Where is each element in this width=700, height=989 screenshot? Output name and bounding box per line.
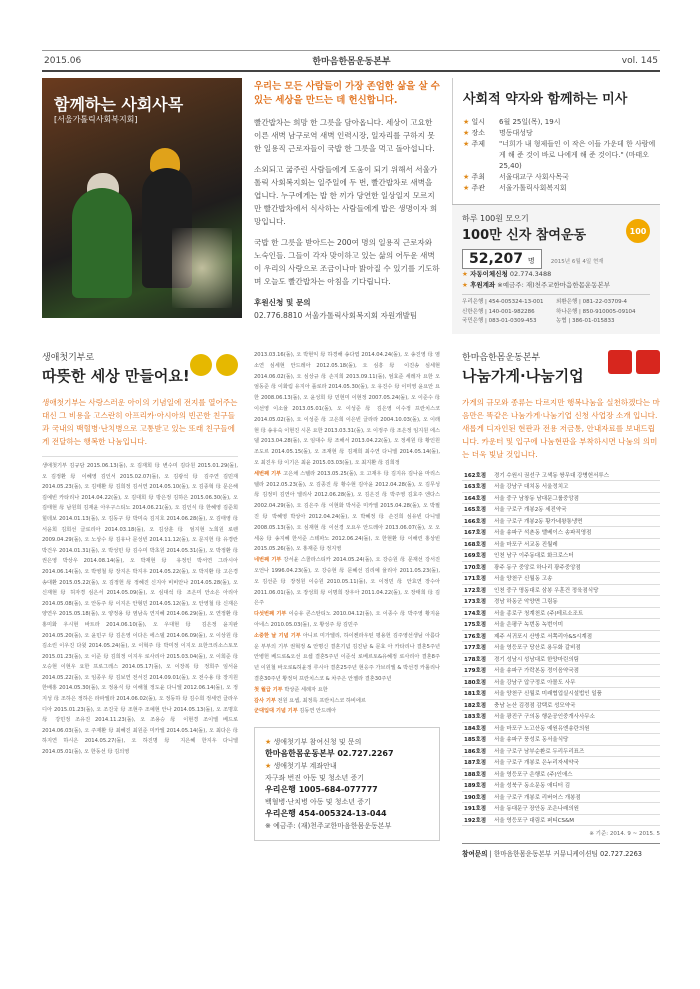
campaign-small-title: 하루 100원 모으기 bbox=[462, 214, 529, 223]
store-number: 163호점 bbox=[462, 481, 492, 493]
feature-paragraph-3: 국밥 한 그릇을 받아드는 200여 명의 일용직 근로자와 노숙인들. 그들이 각자 맞이하고 있는 삶의 어두운 새벽이 우리의 사랑으로 조금이나마 밝아질 수 있기를 기도하며 오늘도 빨간밥차는 아침을 기다립니다. bbox=[254, 238, 440, 286]
store-row bbox=[462, 768, 660, 780]
store-name: 서울 영등포구 대림로 퍼티CS&M bbox=[492, 814, 660, 826]
volume-number: vol. 145 bbox=[621, 55, 658, 66]
store-name: 서울 강남구 대치동 서울정치고 bbox=[492, 481, 660, 493]
donor-block: 첫 월급 기부 박상준 세례자 요한 bbox=[254, 686, 328, 693]
store-row bbox=[462, 688, 660, 700]
store-row bbox=[462, 573, 660, 585]
sharing-company-logo-icon bbox=[636, 350, 660, 374]
store-name: 서울 영등포구 은행로 (주)인애스 bbox=[492, 768, 660, 780]
store-number: 176호점 bbox=[462, 630, 492, 642]
steam-shape bbox=[172, 228, 232, 308]
store-row bbox=[462, 538, 660, 550]
store-row bbox=[462, 676, 660, 688]
mass-info bbox=[452, 78, 660, 204]
campaign-badge-icon: 100 bbox=[626, 219, 650, 243]
account-item: 우리은행 | 454-005324-13-001 bbox=[462, 299, 544, 305]
header-org: 한마음한몸운동본부 bbox=[312, 57, 391, 67]
donation-contact-box: ★ 생애첫기부 참여신청 및 문의 한마음한몸운동본부 02.727.2267 ★ 생애첫기부 계좌안내 자구좌 번진 아동 및 청소년 증기 우리은행 1005-684-077777 백혈병·난치병 아동 및 청소년 증기 우리은행 454-005324-13-044 ※ 예금주: (재)천주교한마음한몸운동본부 bbox=[254, 727, 440, 841]
store-number: 188호점 bbox=[462, 768, 492, 780]
count-date: 2015년 6월 4일 현재 bbox=[550, 259, 604, 265]
store-number: 177호점 bbox=[462, 642, 492, 654]
store-name: 서울 구로구 남부순환로 두리두리표즈 bbox=[492, 745, 660, 757]
store-number: 175호점 bbox=[462, 619, 492, 631]
store-number: 172호점 bbox=[462, 584, 492, 596]
store-name: 서울 영등포구 당산로 용두화 갈비점 bbox=[492, 642, 660, 654]
store-row bbox=[462, 550, 660, 562]
feature-lead: 우리는 모든 사람들이 가장 존엄한 삶을 살 수 있는 세상을 만드는 데 헌신합니다. bbox=[254, 81, 440, 106]
donor-block: 세번째 기부 고은채 스텔라 2013.05.25(돌), 오 고재우 母 김지유 김나윤 마리스텔라 2012.05.23(돌), 오 김종진 母 황수현 김아윤 2012.04.28(돌), 오 김무성 母 김정미 김연아 엘리사 2012.06.28(돌), 오 김은진 母 박주영 김효주 엔다스 2002.04.29(돌), 오 김은주 母 이현화 박서준 미카엘 2015.04.28(돌), 오 박필진 母 박혜영 박상아 2012.04.24(돌), 오 박혜정 母 손진희 심유빈 다니엘 2008.05.13(돌), 오 심재현 母 이선경 오요우 안드레아 2013.06.07(돌), 오 오세웅 母 송지혜 한서준 스테파노 2012.06.24(돌), 오 한현환 母 이해린 홍상빈 2015.05.26(돌), 오 홍재준 母 정지영 bbox=[254, 470, 440, 553]
donation-section bbox=[42, 350, 238, 758]
store-number: 179호점 bbox=[462, 665, 492, 677]
campaign-title: 100만 신자 참여운동 bbox=[462, 228, 587, 243]
feature-contact-title: 후원신청 및 문의 bbox=[254, 298, 311, 307]
donor-list-text: 2013.03.16(돌), 오 박현익 母 하경해 송다엽 2014.04.24(돌), 오 송진영 母 염소연 심세현 안드레아 2012.05.18(돌), 오 심흥 母 이진송 심세현 2014.06.02(돌), 오 심상규 母 손지희 2013.09.11(돌), 엄효준 세레자 요한 오 엄동준 母 이화림 유지아 플로라 2014.05.30(돌), 오 유진수 母 이미영 윤요안 요한 2008.06.13(돌), 오 윤성희 母 민현미 이현정 2007.05.24(돌), 오 이준수 母 이선영 이소율 2013.05.01(돌), 오 이성준 母 김은영 이수정 프란치스코 2014.05.02(돌), 오 이성준 母 고은희 이은빈 글라라 2004.10.03(돌), 오 이래현 母 송유숙 이현진 시몬 요한 2013.03.31(돌), 오 이정주 母 조은정 임지원 에스델 2013.04.28(돌), 오 임대수 母 조해서 2013.04.22(돌), 오 정세원 母 황인원 조도르 2014.05.15(돌), 오 조재현 母 김재희 최수연 다니엘 2014.05.14(돌), 오 최진우 母 이기은 최윤 2015.03.03(돌), 오 최지환 母 김희정 bbox=[254, 352, 440, 466]
store-number: 185호점 bbox=[462, 734, 492, 746]
store-number: 168호점 bbox=[462, 538, 492, 550]
store-number: 183호점 bbox=[462, 711, 492, 723]
store-list-note: ※ 기준: 2014. 9 ~ 2015. 5 bbox=[589, 831, 660, 837]
store-number: 169호점 bbox=[462, 550, 492, 562]
account-item: 신한은행 | 140-001-982286 bbox=[462, 308, 535, 315]
donor-block: 감사 기부 전원 요셉, 최정록 프란치스코 하비에르 bbox=[254, 697, 366, 704]
sharing-description: 가게의 규모와 종류는 다르지만 행복나눔을 실천하겠다는 마음만은 똑같은 나눔가게·나눔기업 신청 사업장 소개 입니다. 새롭게 디자인된 현판과 전용 저금통, 안내자료를 보내드립니다. 카운터 및 입구에 나눔현판을 부착하시면 나눔의 의미는 더욱 빛날 것입니다. bbox=[462, 398, 660, 459]
store-row bbox=[462, 734, 660, 746]
store-name: 서울 강남구 압구정로 아몰도 사무 bbox=[492, 676, 660, 688]
store-name: 서울 송파구 가락본동 정이음약국점 bbox=[492, 665, 660, 677]
participant-count: 52,207 명 bbox=[462, 249, 542, 269]
feature-article bbox=[254, 80, 440, 322]
store-name: 인천 중구 명동대로 삼봉 우훈건 정육점식당 bbox=[492, 584, 660, 596]
sharing-store-logo-icon bbox=[608, 350, 632, 374]
mass-row: ★ 일시 6월 25일(목), 19시 bbox=[463, 117, 660, 128]
mass-row: ★ 주관 서울가톨릭사회복지회 bbox=[463, 183, 660, 194]
account-item: 하나은행 | 850-910005-09104 bbox=[556, 308, 636, 315]
store-row bbox=[462, 607, 660, 619]
mass-row: ★ 주최 서울대교구 사회사목국 bbox=[463, 172, 660, 183]
page-header bbox=[42, 50, 660, 72]
volunteer-shape bbox=[72, 188, 132, 298]
sharing-contact: 참여문의 | 한마음한몸운동본부 커뮤니케이션팀 02.727.2263 bbox=[462, 843, 660, 858]
store-row bbox=[462, 757, 660, 769]
store-row bbox=[462, 642, 660, 654]
store-number: 189호점 bbox=[462, 780, 492, 792]
mass-row: ★ 장소 명동대성당 bbox=[463, 128, 660, 139]
sharing-section bbox=[462, 350, 660, 858]
feature-title: 함께하는 사회사목 bbox=[54, 95, 184, 114]
store-name: 서울 구로구 개봉2동 세진약국 bbox=[492, 504, 660, 516]
store-number: 191호점 bbox=[462, 803, 492, 815]
store-number: 181호점 bbox=[462, 688, 492, 700]
auto-transfer-line: ★ 자동이체신청 02.774.3488 bbox=[462, 269, 650, 280]
donor-list: 생애첫기부 김규담 2015.06.13(돌), 오 김재희 母 변수미 김다원 2015.01.29(돌), 오 김정환 母 이혜영 김인서 2015.02.07(돌), 오 김광석 母 김주연 김민재 2014.05.23(돌), 오 김태환 母 김희정 김서연 2014.05.10(돌), 오 김종혁 母 문은해 김예빈 카타리나 2014.04.22(돌), 오 김대희 母 방은정 김하은 2015.06.30(돌), 오 김태현 母 남원희 김재윤 아우구스티노 2014.06.21(돌), 오 김인식 母 한혜영 김준희 힐데보 2014.01.13(돌), 오 김동구 母 박미숙 김지호 2014.06.28(돌), 오 김태영 母 서윤희 김희선 글로리아 2014.03.18(돌), 오 김상훈 母 엄지현 노희원 로렌 2009.04.29(돌), 오 노상수 母 김유나 문성빈 2014.11.12(돌), 오 문지헌 母 유경란 박건우 2014.01.31(돌), 오 박성민 母 김수미 박초원 2014.05.31(돌), 오 박정환 母 권은영 박상우 2014.08.14(돌), 오 박재현 母 유정인 박서연 그라시아 2014.06.14(돌), 오 박영철 母 장지은 박지우 2014.05.22(돌), 오 박지환 母 고은경 송대환 2015.05.22(돌), 오 김정헌 母 정혜진 신지아 비비안나 2014.05.28(돌), 오 신재현 母 허자경 심은서 2014.05.09(돌), 오 심대석 母 조은미 안소은 아리아 2014.05.08(돌), 오 안동주 母 이지은 안형민 2014.05.12(돌), 오 안영철 母 신재은 양연우 2015.05.18(돌), 오 양정용 母 염남옥 연지혜 2014.06.29(돌), 오 연정환 母 홍미화 우시현 바트라 2014.06.10(돌), 오 우대현 母 김은정 윤지완 2014.05.20(돌), 오 윤민구 母 김은영 이다은 에스델 2014.06.09(돌), 오 이상원 母 김소린 이우진 다윗 2014.05.24(돌), 오 이혁주 母 박미정 이지오 요한크리소스토모 2015.01.23(돌), 오 이준 母 김희정 이지우 로사리아 2015.03.04(돌), 오 이희준 母 오승현 이현우 요한 프로그레스 2014.05.17(돌), 오 이장복 母 정희주 임서윤 2014.05.22(돌), 오 임종우 母 김보연 전서진 2014.09.01(돌), 오 전수용 母 장지원 한배홍 2014.05.30(돌), 오 정용식 母 이해철 정도윤 다니엘 2012.06.14(돌), 오 정지성 母 조하은 정하은 라파엘라 2014.06.02(돌), 오 정동하 母 김수희 정세연 클라우디아 2015.01.23(돌), 오 조진국 母 조현주 조예현 안나 2014.05.13(돌), 오 조명호 母 강민정 조유진 2014.11.23(돌), 오 조용승 母 이현경 조이엘 베드로 2014.06.03(돌), 오 주재환 母 최혜진 최원준 미카엘 2014.05.14(돌), 오 최다은 母 하지연 하시은 2014.05.27(돌), 오 하진명 母 지은혜 한지우 다니엘 2014.05.01(돌), 오 한동선 母 김의영 bbox=[42, 456, 238, 758]
store-number: 167호점 bbox=[462, 527, 492, 539]
mass-title: 사회적 약자와 함께하는 미사 bbox=[463, 92, 628, 107]
donation-title: 따뜻한 세상 만들어요! bbox=[42, 367, 190, 385]
store-row bbox=[462, 814, 660, 826]
account-item: 외환은행 | 081-22-03709-4 bbox=[556, 299, 628, 305]
store-number: 173호점 bbox=[462, 596, 492, 608]
donor-block: 네번째 기부 강서윤 스콜라스티카 2014.05.24(돌), 오 강승원 母 문재선 강서진 오언나 1996.04.23(돌), 오 강승현 母 문혜선 김리예 율리아 2011.05.23(돌), 오 김선준 母 장정원 이승원 2010.05.11(돌), 오 이정민 母 안효연 장수아 2011.06.01(돌), 오 장성희 母 이명희 장우아 2011.04.22(돌), 오 장태희 母 김은주 bbox=[254, 557, 440, 607]
campaign-box bbox=[452, 204, 660, 334]
feature-contact-line: 02.776.8810 서울가톨릭사회복지회 자원개발팀 bbox=[254, 311, 418, 320]
donation-logos bbox=[190, 354, 238, 376]
store-row bbox=[462, 780, 660, 792]
store-number: 180호점 bbox=[462, 676, 492, 688]
store-name: 광주 동구 중앙로 하나리 광주중앙점 bbox=[492, 561, 660, 573]
store-name: 서울 종로구 청계천로 (주)테르소조트 bbox=[492, 607, 660, 619]
store-number: 166호점 bbox=[462, 515, 492, 527]
account-item: 국민은행 | 083-01-0309-453 bbox=[462, 318, 537, 324]
store-name: 서울 마포구 서교동 진월레 bbox=[492, 538, 660, 550]
store-row bbox=[462, 596, 660, 608]
store-row bbox=[462, 791, 660, 803]
store-row bbox=[462, 584, 660, 596]
mass-row: ★ 주제 "너희가 내 형제들인 이 작은 이들 가운데 한 사람에게 해 준 것이 바로 나에게 해 준 것이다." (마태오 25,40) bbox=[463, 139, 660, 172]
store-number: 186호점 bbox=[462, 745, 492, 757]
store-name: 인천 남구 이주동대로 화크로스터 bbox=[492, 550, 660, 562]
donation-logo-icon bbox=[216, 354, 238, 376]
sharing-logos bbox=[608, 350, 660, 374]
store-number: 164호점 bbox=[462, 492, 492, 504]
store-row bbox=[462, 504, 660, 516]
store-name: 제주 서귀포시 산방로 서쪽리아&S시계점 bbox=[492, 630, 660, 642]
donation-logo-icon bbox=[190, 354, 212, 376]
store-row bbox=[462, 515, 660, 527]
store-name: 경기 수원시 권선구 고색동 쌍무대 강병헌서루스 bbox=[492, 469, 660, 481]
store-row bbox=[462, 619, 660, 631]
store-row bbox=[462, 481, 660, 493]
store-row bbox=[462, 745, 660, 757]
store-number: 162호점 bbox=[462, 469, 492, 481]
donor-block: 다섯번째 기부 이승유 콘스탄티노 2010.04.12(돌), 오 이종수 母 박주영 황지윤 아네스 2010.05.03(돌), 오 황성주 母 김민주 bbox=[254, 611, 441, 628]
store-name: 서울 중구 남창동 남대문그룹중앙점 bbox=[492, 492, 660, 504]
store-name: 경기 성남시 성남대로 한양마린의팀 bbox=[492, 653, 660, 665]
store-number: 174호점 bbox=[462, 607, 492, 619]
store-name: 경남 하동군 악양면 그림동 bbox=[492, 596, 660, 608]
store-number: 165호점 bbox=[462, 504, 492, 516]
store-row bbox=[462, 527, 660, 539]
store-number: 192호점 bbox=[462, 814, 492, 826]
donation-description: 생애첫기부는 사랑스러운 아이의 기념일에 전지를 열어주는 대신 그 비용을 고스란히 아프리카·아시아의 빈곤한 친구들과 국내의 백혈병·난치병으로 고통받고 있는 또래 친구들에게 전달하는 행복한 나눔입니다. bbox=[42, 398, 238, 446]
donation-kicker: 생애첫기부로 bbox=[42, 353, 95, 363]
store-name: 서울 구로구 개봉로 리버어스 개봉점 bbox=[492, 791, 660, 803]
sharing-title: 나눔가게·나눔기업 bbox=[462, 367, 584, 385]
store-name: 서울 은평구 녹번동 녹번이미 bbox=[492, 619, 660, 631]
store-number: 170호점 bbox=[462, 561, 492, 573]
feature-paragraph-2: 소외되고 굶주린 사람들에게 도움이 되기 위해서 서울가톨릭 사회복지회는 일주일에 두 번, 빨간밥차로 새벽을 엽니다. 누구에게는 밥 한 끼가 당연한 일상일지 모르지만 빨간밥차에서 식사하는 사람들에게 밥은 생명이자 희망입니다. bbox=[254, 165, 438, 226]
store-name: 서울 양천구 신월동 고송 bbox=[492, 573, 660, 585]
store-name: 서울 송파구 석촌동 밸베이스 송파직영점 bbox=[492, 527, 660, 539]
store-row bbox=[462, 699, 660, 711]
store-name: 서울 광진구 구의동 행운공인중개사사무소 bbox=[492, 711, 660, 723]
donor-block: 군대입대 기념 기부 김동연 안드레아 bbox=[254, 708, 337, 715]
store-name: 서울 양천구 신월로 미래협업실시설법인 일품 bbox=[492, 688, 660, 700]
store-row bbox=[462, 803, 660, 815]
store-name: 서울 구로구 개봉2동 황가네왕통냉면 bbox=[492, 515, 660, 527]
store-row bbox=[462, 711, 660, 723]
account-line: ★ 후원계좌 ※예금주: 재)천주교한마음한몸운동본부 bbox=[462, 280, 650, 291]
donor-list-continued bbox=[254, 350, 440, 841]
donor-block: 소중한 날 기념 기부 아니르 미가엘리, 하이켄라우틴 평용헌 김주영선생님 아름다운 부부의 기부 권혁정 & 안명신 결혼기념 김진남 & 문효 아 카타리나 결혼5주년 안병헌 베드로&오선 요셉 결혼5주년 이준석 로베르토&유혜정 로사리아 결혼8주년 이원철 바오로&허윤정 루시아 결혼25주년 현응주 가브리엘 & 박선경 카롤리나 결혼30주년 황정덕 프란치스코 & 차주은 안젤라 결혼30주년 bbox=[254, 632, 440, 682]
store-name: 서울 송파구 풍성로 동서울식당 bbox=[492, 734, 660, 746]
store-name: 서울 구로구 개봉로 은누리자세약국 bbox=[492, 757, 660, 769]
store-name: 서울 성북구 동소문동 애디터 김 bbox=[492, 780, 660, 792]
store-name: 충남 논산 김경점 감택로 성모약국 bbox=[492, 699, 660, 711]
store-name: 서울 마포구 노고산동 예원유엔송란의원 bbox=[492, 722, 660, 734]
account-item: 농협 | 386-01-015833 bbox=[556, 318, 615, 324]
store-row bbox=[462, 561, 660, 573]
store-row bbox=[462, 630, 660, 642]
store-number: 178호점 bbox=[462, 653, 492, 665]
store-row bbox=[462, 722, 660, 734]
store-number: 184호점 bbox=[462, 722, 492, 734]
store-row bbox=[462, 492, 660, 504]
store-number: 190호점 bbox=[462, 791, 492, 803]
store-number: 187호점 bbox=[462, 757, 492, 769]
sharing-kicker: 한마음한몸운동본부 bbox=[462, 353, 541, 363]
store-row bbox=[462, 469, 660, 481]
feature-paragraph-1: 빨간밥차는 희망 한 그릇을 담아옵니다. 세상이 고요한 이른 새벽 남구로역 새벽 인력시장, 일자리를 구하지 못한 일용직 근로자들이 국밥 한 그릇을 먹고 돌아섭니다. bbox=[254, 118, 435, 153]
store-number: 182호점 bbox=[462, 699, 492, 711]
store-table bbox=[462, 469, 660, 826]
store-row bbox=[462, 665, 660, 677]
account-list bbox=[462, 294, 650, 327]
feature-photo bbox=[42, 78, 242, 318]
store-name: 서울 동대문구 장안동 조은나래의원 bbox=[492, 803, 660, 815]
feature-subtitle: [서울가톨릭사회복지회] bbox=[54, 115, 138, 124]
store-number: 171호점 bbox=[462, 573, 492, 585]
store-row bbox=[462, 653, 660, 665]
issue-date: 2015.06 bbox=[44, 55, 82, 66]
